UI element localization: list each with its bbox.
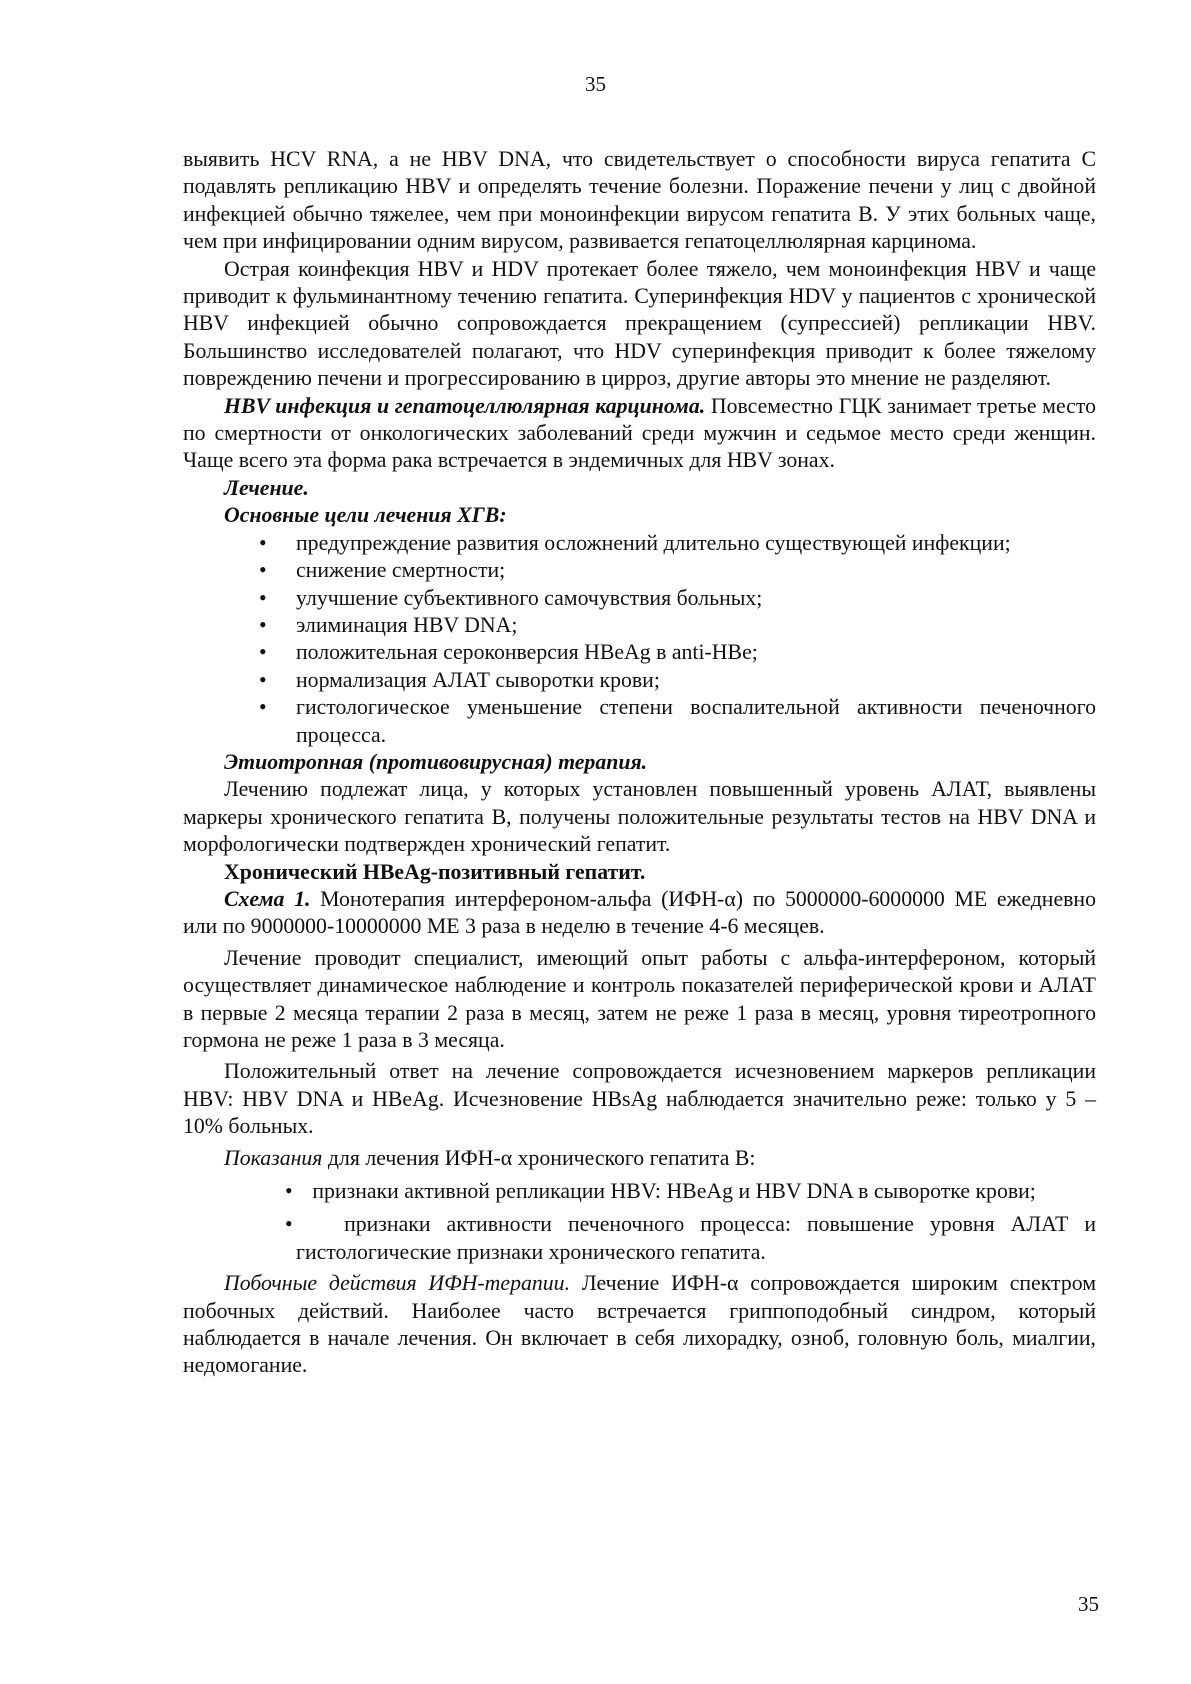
paragraph-treatment-criteria: Лечению подлежат лица, у которых установлен повышенный уровень АЛАТ, выявлены маркеры хронического гепатита В, получены положительные результаты тестов на HBV DNA и морфологически подтвержден хронический гепатит. bbox=[183, 777, 1096, 857]
paragraph-text: Повсеместно ГЦК занимает третье место по смертности от онкологических заболеваний среди мужчин и седьмое место среди женщин. Чаще всего эта форма рака встречается в эндемичных для HBV зонах. bbox=[183, 393, 1096, 473]
heading-hbeag-positive: Хронический HBeAg-позитивный гепатит. bbox=[224, 859, 646, 884]
bullet-icon: • bbox=[285, 1179, 293, 1204]
list-item bbox=[259, 612, 1096, 639]
document-body bbox=[183, 146, 1096, 1380]
list-item bbox=[259, 557, 1096, 584]
list-item-text: элиминация HBV DNA; bbox=[296, 612, 518, 637]
paragraph-scheme-1 bbox=[183, 886, 1096, 941]
list-item-text: признаки активной репликации HBV: HBeAg и HBV DNA в сыворотке крови; bbox=[312, 1179, 1036, 1204]
paragraph-text: Лечение ИФН-α сопровождается широким спектром побочных действий. Наиболее часто встречается гриппоподобный синдром, который наблюдается в начале лечения. Он включает в себя лихорадку, озноб, головную боль, миалгии, недомогание. bbox=[183, 1271, 1096, 1378]
paragraph-hbv-carcinoma bbox=[183, 393, 1096, 475]
paragraph-lead: Показания bbox=[224, 1145, 323, 1170]
bullet-icon: • bbox=[259, 530, 267, 555]
bullet-icon: • bbox=[259, 695, 267, 720]
paragraph-positive-response: Положительный ответ на лечение сопровождается исчезновением маркеров репликации HBV: HBV DNA и HBeAg. Исчезновение HBsAg наблюдается значительно реже: только у 5 – 10% больных. bbox=[183, 1059, 1096, 1139]
list-item bbox=[259, 667, 1096, 694]
bullet-icon: • bbox=[285, 1212, 293, 1237]
paragraph-text: Монотерапия интерфероном-альфа (ИФН-α) по 5000000-6000000 МЕ ежедневно или по 9000000-10000000 МЕ 3 раза в неделю в течение 4-6 месяцев. bbox=[183, 886, 1096, 939]
list-item-text: предупреждение развития осложнений длительно существующей инфекции; bbox=[296, 530, 1011, 555]
paragraph-side-effects bbox=[183, 1270, 1096, 1380]
bullet-icon: • bbox=[259, 640, 267, 665]
list-item-text: признаки активности печеночного процесса: повышение уровня АЛАТ и гистологические признаки хронического гепатита. bbox=[296, 1212, 1096, 1264]
list-item-text: нормализация АЛАТ сыворотки крови; bbox=[296, 667, 660, 692]
heading-goals: Основные цели лечения ХГВ: bbox=[224, 503, 507, 528]
list-item bbox=[259, 585, 1096, 612]
bullet-icon: • bbox=[259, 558, 267, 583]
paragraph-hdv-coinfection: Острая коинфекция HBV и HDV протекает более тяжело, чем моноинфекция HBV и чаще приводит к фульминантному течению гепатита. Суперинфекция HDV у пациентов с хронической HBV инфекцией обычно сопровождается прекращением (супрессией) репликации HBV. Большинство исследователей полагают, что HDV суперинфекция приводит к более тяжелому повреждению печени и прогрессированию в цирроз, другие авторы это мнение не разделяют. bbox=[183, 256, 1096, 391]
paragraph-indications bbox=[183, 1145, 1096, 1172]
page-number-top: 35 bbox=[585, 72, 606, 96]
bullet-icon: • bbox=[259, 585, 267, 610]
indications-list bbox=[183, 1178, 1096, 1266]
paragraph-hcv-hbv: выявить HCV RNA, а не HBV DNA, что свидетельствует о способности вируса гепатита С подавлять репликацию HBV и определять течение болезни. Поражение печени у лиц с двойной инфекцией обычно тяжелее, чем при моноинфекции вирусом гепатита В. У этих больных чаще, чем при инфицировании одним вирусом, развивается гепатоцеллюлярная карцинома. bbox=[183, 147, 1096, 254]
heading-treatment: Лечение. bbox=[224, 475, 309, 500]
list-item-text: гистологическое уменьшение степени воспалительной активности печеночного процесса. bbox=[296, 695, 1096, 747]
page-number-bottom: 35 bbox=[1078, 1592, 1099, 1616]
paragraph-lead: Побочные действия ИФН-терапии. bbox=[224, 1271, 571, 1296]
heading-etiotropic-therapy: Этиотропная (противовирусная) терапия. bbox=[224, 749, 648, 774]
paragraph-lead: Схема 1. bbox=[224, 886, 311, 911]
paragraph-text: для лечения ИФН-α хронического гепатита В: bbox=[322, 1145, 756, 1170]
list-item bbox=[259, 639, 1096, 666]
list-item bbox=[259, 530, 1096, 557]
list-item-text: положительная сероконверсия HBeAg в anti-HBe; bbox=[296, 640, 758, 665]
bullet-icon: • bbox=[259, 612, 267, 637]
paragraph-specialist: Лечение проводит специалист, имеющий опыт работы с альфа-интерфероном, который осуществляет динамическое наблюдение и контроль показателей периферической крови и АЛАТ в первые 2 месяца терапии 2 раза в месяц, затем не реже 1 раза в месяц, уровня тиреотропного гормона не реже 1 раза в 3 месяца. bbox=[183, 945, 1096, 1052]
list-item-text: снижение смертности; bbox=[296, 558, 506, 583]
list-item bbox=[285, 1211, 1096, 1266]
list-item bbox=[259, 694, 1096, 749]
goals-list bbox=[183, 530, 1096, 749]
bullet-icon: • bbox=[259, 667, 267, 692]
list-item bbox=[285, 1178, 1096, 1205]
list-item-text: улучшение субъективного самочувствия больных; bbox=[296, 585, 763, 610]
paragraph-lead: HBV инфекция и гепатоцеллюлярная карцинома. bbox=[224, 393, 706, 418]
